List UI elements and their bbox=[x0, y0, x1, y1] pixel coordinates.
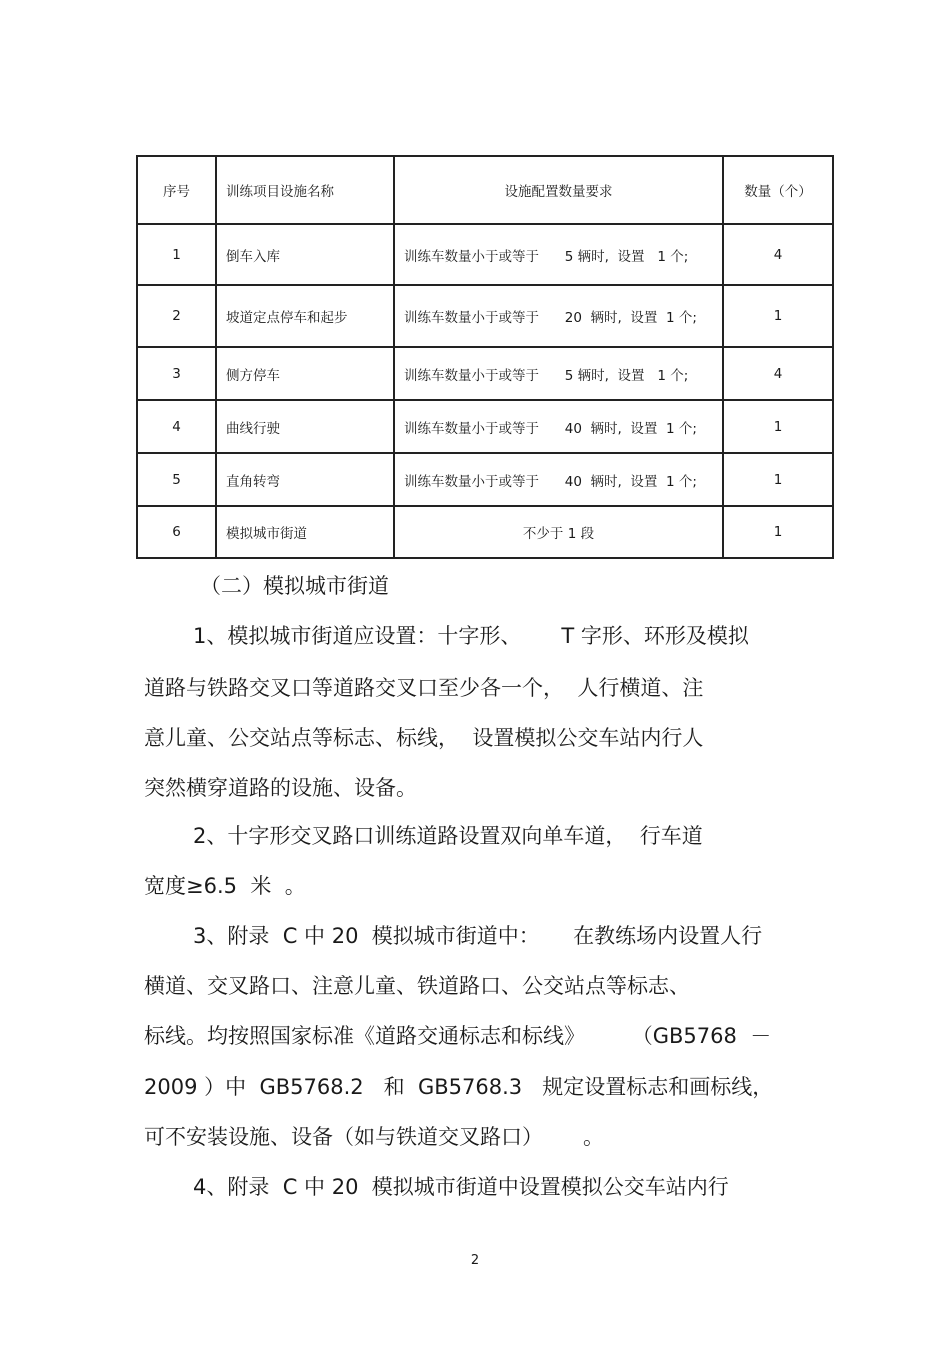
table-row bbox=[137, 224, 833, 285]
row-number: 5 bbox=[137, 453, 216, 506]
section-heading: （二）模拟城市街道 bbox=[200, 574, 389, 598]
table-row bbox=[137, 347, 833, 400]
paragraph-line: 可不安装设施、设备（如与铁道交叉路口） 。 bbox=[144, 1125, 605, 1149]
facility-name: 模拟城市街道 bbox=[216, 506, 394, 558]
row-number: 2 bbox=[137, 285, 216, 347]
paragraph-line: 2009 ）中 GB5768.2 和 GB5768.3 规定设置标志和画标线， bbox=[144, 1075, 774, 1099]
facility-requirement: 训练车数量小于或等于 40 辆时, 设置 1 个; bbox=[394, 453, 723, 506]
paragraph-line: 2、十字形交叉路口训练道路设置双向单车道， 行车道 bbox=[193, 824, 703, 848]
paragraph-line: 道路与铁路交叉口等道路交叉口至少各一个， 人行横道、注 bbox=[144, 676, 704, 700]
facility-requirement: 训练车数量小于或等于 5 辆时, 设置 1 个; bbox=[394, 347, 723, 400]
table-header-row bbox=[137, 156, 833, 224]
row-number: 6 bbox=[137, 506, 216, 558]
paragraph-line: 标线。均按照国家标准《道路交通标志和标线》 （GB5768 － bbox=[144, 1024, 772, 1048]
facility-name: 坡道定点停车和起步 bbox=[216, 285, 394, 347]
row-number: 4 bbox=[137, 400, 216, 453]
table-row bbox=[137, 400, 833, 453]
table-row bbox=[137, 285, 833, 347]
facility-quantity: 1 bbox=[723, 400, 833, 453]
facility-quantity: 4 bbox=[723, 347, 833, 400]
paragraph-line: 3、附录 C 中 20 模拟城市街道中： 在教练场内设置人行 bbox=[193, 924, 763, 948]
facility-name: 曲线行驶 bbox=[216, 400, 394, 453]
facility-quantity: 1 bbox=[723, 506, 833, 558]
facility-name: 侧方停车 bbox=[216, 347, 394, 400]
paragraph-line: 宽度≥6.5 米 。 bbox=[144, 874, 306, 898]
table-row bbox=[137, 453, 833, 506]
facility-requirement: 训练车数量小于或等于 40 辆时, 设置 1 个; bbox=[394, 400, 723, 453]
table-row bbox=[137, 506, 833, 558]
header-cell: 序号 bbox=[137, 156, 216, 224]
facility-quantity: 4 bbox=[723, 224, 833, 285]
facility-quantity: 1 bbox=[723, 453, 833, 506]
paragraph-line: 意儿童、公交站点等标志、标线， 设置模拟公交车站内行人 bbox=[144, 726, 704, 750]
page-number: 2 bbox=[470, 1253, 480, 1268]
paragraph-line: 1、模拟城市街道应设置：十字形、 T 字形、环形及模拟 bbox=[193, 624, 749, 648]
row-number: 3 bbox=[137, 347, 216, 400]
header-cell: 数量（个） bbox=[723, 156, 833, 224]
paragraph-line: 突然横穿道路的设施、设备。 bbox=[144, 776, 417, 800]
facility-quantity: 1 bbox=[723, 285, 833, 347]
paragraph-line: 横道、交叉路口、注意儿童、铁道路口、公交站点等标志、 bbox=[144, 974, 690, 998]
header-cell: 设施配置数量要求 bbox=[394, 156, 723, 224]
header-cell: 训练项目设施名称 bbox=[216, 156, 394, 224]
facility-requirement: 训练车数量小于或等于 20 辆时, 设置 1 个; bbox=[394, 285, 723, 347]
facility-requirement: 不少于 1 段 bbox=[394, 506, 723, 558]
row-number: 1 bbox=[137, 224, 216, 285]
facility-requirement: 训练车数量小于或等于 5 辆时, 设置 1 个; bbox=[394, 224, 723, 285]
facility-name: 倒车入库 bbox=[216, 224, 394, 285]
facility-table bbox=[136, 155, 834, 559]
paragraph-line: 4、附录 C 中 20 模拟城市街道中设置模拟公交车站内行 bbox=[193, 1175, 729, 1199]
facility-name: 直角转弯 bbox=[216, 453, 394, 506]
